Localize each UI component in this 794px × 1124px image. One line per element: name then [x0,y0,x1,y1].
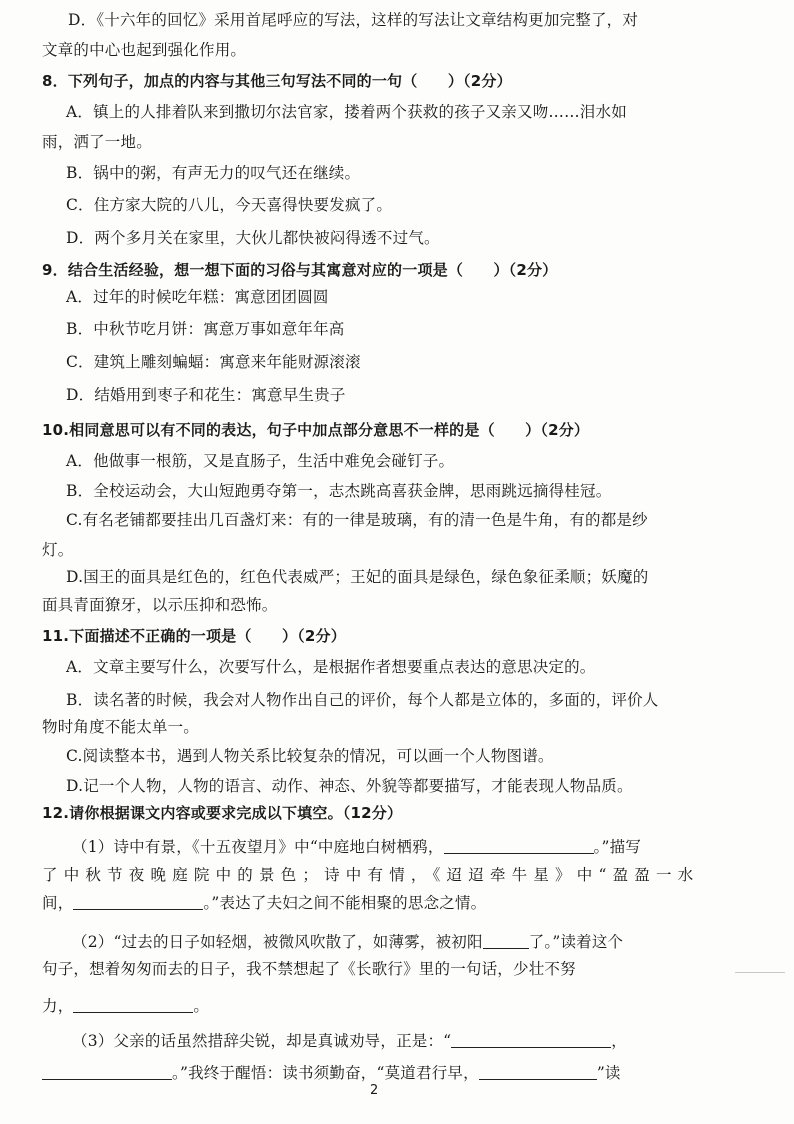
q9-option-a: A．过年的时候吃年糕：寓意团团圆圆 [66,288,329,306]
q10-option-d-line1: D.国王的面具是红色的，红色代表威严；王妃的面具是绿色，绿色象征柔顺；妖魔的 [66,568,649,586]
q12-part2-text-b: 了。”读着这个 [528,933,624,951]
blank-q12-2b[interactable] [73,996,193,1013]
q10-option-b: B．全校运动会，大山短跑勇夺第一，志杰跳高喜获金牌，思雨跳远摘得桂冠。 [66,482,612,500]
q7-option-d-line1: D．《十六年的回忆》采用首尾呼应的写法，这样的写法让文章结构更加完整了，对 [68,11,639,29]
blank-q12-2a[interactable] [483,932,529,949]
q9-option-b: B．中秋节吃月饼：寓意万事如意年年高 [66,320,345,338]
q7-option-d-line2: 文章的中心也起到强化作用。 [42,41,247,59]
q12-part2-line3 [42,995,209,1017]
q12-part1-text-b: 。”描写 [593,838,642,856]
question-8-heading: 8．下列句子，加点的内容与其他三句写法不同的一句（ ）（2分） [42,72,512,90]
q10-option-c-line1: C.有名老铺都要挂出几百盏灯来：有的一律是玻璃，有的清一色是牛角，有的都是纱 [66,511,648,529]
q12-part2-text-d: 力， [42,997,74,1015]
q12-part1-text-d: 间， [42,894,74,912]
q12-part3-line2 [42,1062,621,1084]
question-11-heading: 11.下面描述不正确的一项是（ ）（2分） [42,627,346,645]
q8-option-a-line2: 雨，洒了一地。 [42,133,152,151]
q12-part2-text-a: （2）“过去的日子如轻烟，被微风吹散了，如薄雾，被初阳 [72,933,483,951]
q12-part3-text-d: ”读 [596,1064,621,1082]
q12-part1-line1 [72,836,641,858]
q12-part3-text-b: ， [611,1032,627,1050]
q12-part1-text-e: 。”表达了夫妇之间不能相聚的思念之情。 [203,894,487,912]
q12-part2-line1 [72,931,623,953]
question-9-heading: 9．结合生活经验，想一想下面的习俗与其寓意对应的一项是（ ）（2分） [42,261,558,279]
q12-part2-text-e: 。 [193,997,210,1015]
q12-part3-text-c: 。”我终于醒悟：读书须勤奋，“莫道君行早， [172,1064,479,1082]
q8-option-a-line1: A．镇上的人排着队来到撒切尔法官家，搂着两个获救的孩子又亲又吻……泪水如 [66,103,627,121]
q9-option-c: C．建筑上雕刻蝙蝠：寓意来年能财源滚滚 [66,353,361,371]
q12-part2-line2: 句子，想着匆匆而去的日子，我不禁想起了《长歌行》里的一句话，少壮不努 [42,960,576,978]
question-10-heading: 10.相同意思可以有不同的表达，句子中加点部分意思不一样的是（ ）（2分） [42,421,590,439]
blank-q12-3c[interactable] [479,1063,597,1080]
q12-part3-text-a: （3）父亲的话虽然措辞尖锐，却是真诚劝导，正是：“ [72,1032,452,1050]
q8-option-d: D．两个多月关在家里，大伙儿都快被闷得透不过气。 [66,229,440,247]
page-number: 2 [370,1083,379,1098]
blank-q12-3a[interactable] [451,1031,611,1048]
q11-option-a: A．文章主要写什么，次要写什么，是根据作者想要重点表达的意思决定的。 [66,658,596,676]
q8-option-b: B．锅中的粥，有声无力的叹气还在继续。 [66,164,361,182]
scan-mark [735,972,785,973]
blank-q12-1b[interactable] [73,893,203,910]
blank-q12-1a[interactable] [444,837,594,854]
q11-option-b-line2: 物时角度不能太单一。 [42,718,200,736]
q12-part1-line3 [42,892,486,914]
q10-option-c-line2: 灯。 [42,541,74,559]
q9-option-d: D．结婚用到枣子和花生：寓意早生贵子 [66,386,346,404]
q12-part1-text-a: （1）诗中有景，《十五夜望月》中“中庭地白树栖鸦， [72,838,444,856]
question-12-heading: 12.请你根据课文内容或要求完成以下填空。（12分） [42,804,403,822]
q12-part1-line2: 了中秋节夜晚庭院中的景色；诗中有情，《迢迢牵牛星》中“盈盈一水 [42,866,700,884]
q11-option-b-line1: B．读名著的时候，我会对人物作出自己的评价，每个人都是立体的，多面的，评价人 [66,691,659,709]
q11-option-c: C.阅读整本书，遇到人物关系比较复杂的情况，可以画一个人物图谱。 [66,747,554,765]
q8-option-c: C．住方家大院的八儿，今天喜得快要发疯了。 [66,196,393,214]
blank-q12-3b[interactable] [42,1063,172,1080]
q11-option-d: D.记一个人物，人物的语言、动作、神态、外貌等都要描写，才能表现人物品质。 [66,777,633,795]
q10-option-d-line2: 面具青面獠牙，以示压抑和恐怖。 [42,596,278,614]
q12-part3-line1 [72,1030,627,1052]
q10-option-a: A．他做事一根筋，又是直肠子，生活中难免会碰钉子。 [66,452,455,470]
